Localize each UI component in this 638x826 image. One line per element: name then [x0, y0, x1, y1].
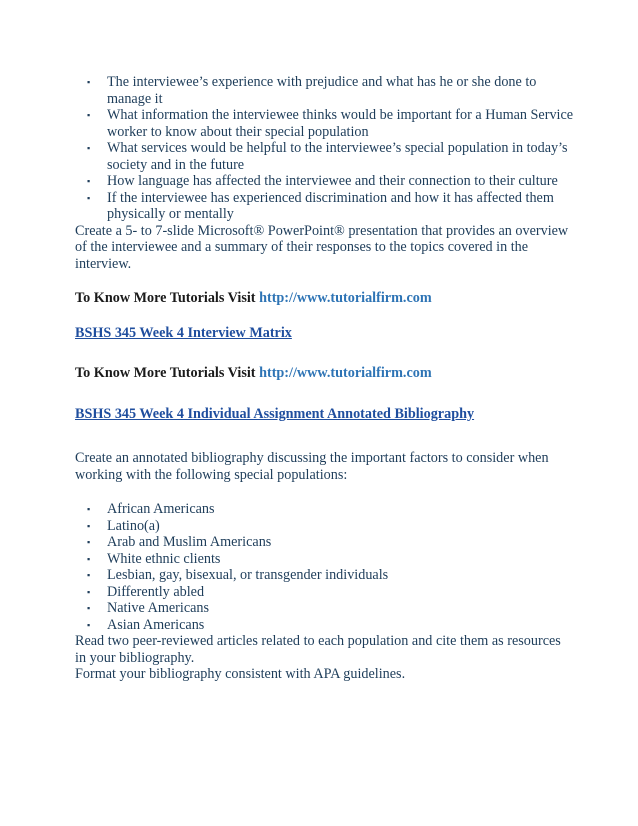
list-item-text: African Americans: [107, 501, 215, 517]
bullet-icon: ▪: [87, 504, 91, 514]
tutorial-link[interactable]: http://www.tutorialfirm.com: [259, 365, 432, 381]
tutorial-prefix: To Know More Tutorials Visit: [75, 365, 256, 381]
bullet-icon: ▪: [87, 537, 91, 547]
list-item-text: Native Americans: [107, 600, 210, 616]
list-item-text: What information the interviewee thinks would be important for a Human Service worker to know about their special population: [107, 107, 574, 140]
interview-matrix-link[interactable]: BSHS 345 Week 4 Interview Matrix: [75, 324, 292, 341]
bullet-icon: ▪: [87, 110, 91, 120]
list-item: [75, 584, 575, 601]
bullet-icon: ▪: [87, 176, 91, 186]
list-item-text: What services would be helpful to the interviewee’s special population in today’s society and in the future: [107, 140, 568, 173]
list-item: [75, 551, 575, 568]
annotated-bibliography-link[interactable]: BSHS 345 Week 4 Individual Assignment Annotated Bibliography: [75, 405, 475, 422]
populations-list: [75, 501, 575, 633]
list-item: [75, 107, 575, 140]
list-item: [75, 518, 575, 535]
reading-instruction: Read two peer-reviewed articles related to each population and cite them as resources in your bibliography.: [75, 633, 561, 666]
bullet-icon: ▪: [87, 570, 91, 580]
list-item-text: Lesbian, gay, bisexual, or transgender individuals: [107, 567, 389, 583]
list-item: [75, 534, 575, 551]
document-page: [75, 74, 575, 683]
tutorial-line: [75, 365, 575, 382]
list-item: [75, 567, 575, 584]
tutorial-line: [75, 290, 575, 307]
list-item-text: How language has affected the interviewee and their connection to their culture: [107, 173, 558, 189]
list-item: [75, 600, 575, 617]
presentation-instruction: Create a 5- to 7-slide Microsoft® PowerPoint® presentation that provides an overview of the interviewee and a summary of their responses to the topics covered in the interview.: [75, 222, 569, 272]
bullet-icon: ▪: [87, 77, 91, 87]
list-item-text: The interviewee’s experience with prejudice and what has he or she done to manage it: [107, 74, 537, 107]
bullet-icon: ▪: [87, 586, 91, 597]
list-item-text: Latino(a): [107, 517, 160, 534]
tutorial-link[interactable]: http://www.tutorialfirm.com: [259, 290, 432, 306]
bullet-icon: ▪: [87, 192, 91, 203]
bullet-icon: ▪: [87, 143, 91, 153]
list-item: [75, 190, 575, 223]
list-item: [75, 501, 575, 518]
list-item: [75, 140, 575, 173]
tutorial-prefix: To Know More Tutorials Visit: [75, 290, 256, 306]
bibliography-intro: Create an annotated bibliography discussing the important factors to consider when working with the following special populations:: [75, 450, 549, 483]
interview-topics-list: [75, 74, 575, 223]
list-item-text: Asian Americans: [107, 616, 205, 633]
list-item-text: White ethnic clients: [107, 550, 221, 567]
list-item-text: Differently abled: [107, 583, 205, 600]
bullet-icon: ▪: [87, 619, 91, 630]
bullet-icon: ▪: [87, 603, 91, 613]
list-item: [75, 617, 575, 634]
list-item-text: Arab and Muslim Americans: [107, 534, 272, 550]
list-item: [75, 173, 575, 190]
list-item: [75, 74, 575, 107]
list-item-text: If the interviewee has experienced discrimination and how it has affected them physically or mentally: [107, 189, 554, 222]
bullet-icon: ▪: [87, 520, 91, 531]
format-instruction: Format your bibliography consistent with APA guidelines.: [75, 666, 406, 682]
bullet-icon: ▪: [87, 553, 91, 564]
